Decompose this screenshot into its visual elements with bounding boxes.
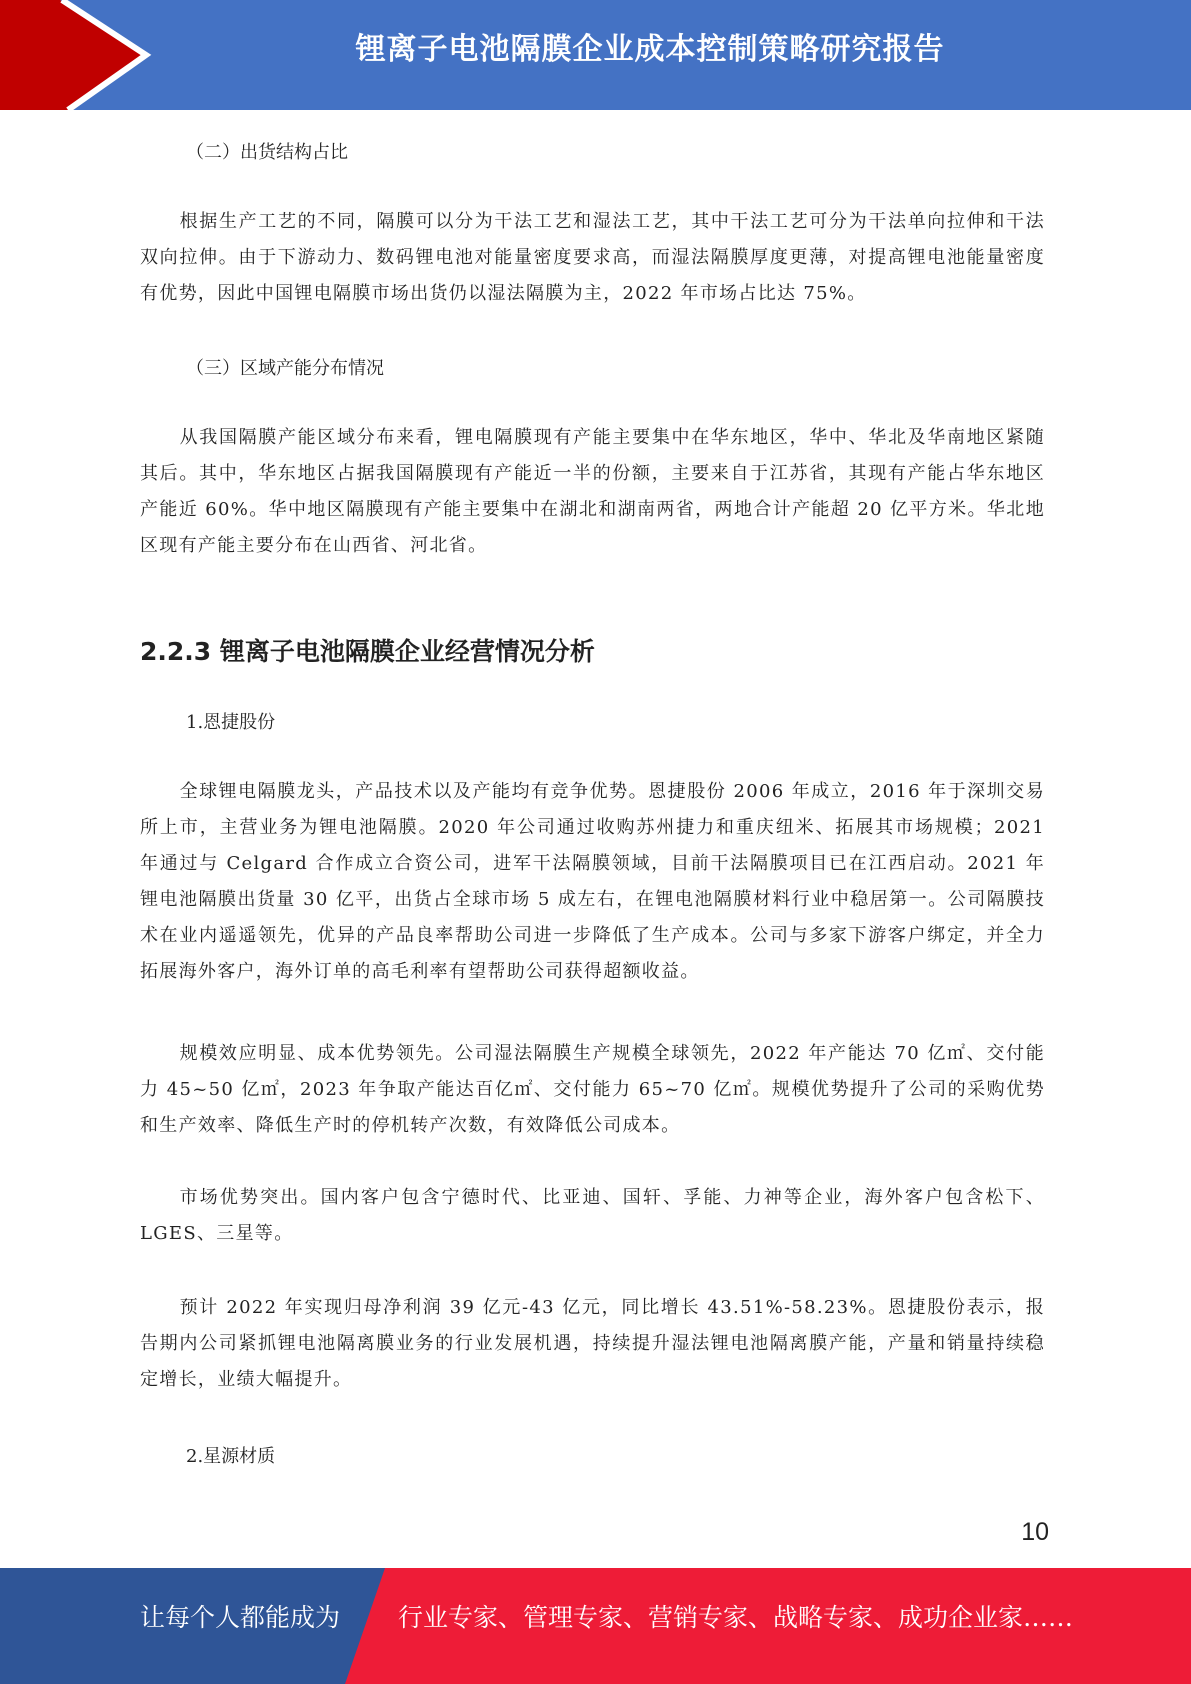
subsection-title: （二）出货结构占比 [186, 142, 348, 163]
paragraph: 全球锂电隔膜龙头，产品技术以及产能均有竞争优势。恩捷股份 2006 年成立，2016 年于深圳交易所上市，主营业务为锂电池隔膜。2020 年公司通过收购苏州捷力和重庆纽米、拓展其市场规模；2021 年通过与 Celgard 合作成立合资公司，进军干法隔膜领域，目前干法隔膜项目已在江西启动。2021 年锂电池隔膜出货量 30 亿平，出货占全球市场 5 成左右，在锂电池隔膜材料行业中稳居第一。公司隔膜技术在业内遥遥领先，优异的产品良率帮助公司进一步降低了生产成本。公司与多家下游客户绑定，并全力拓展海外客户，海外订单的高毛利率有望帮助公司获得超额收益。 [140, 781, 1045, 982]
paragraph: 市场优势突出。国内客户包含宁德时代、比亚迪、国轩、孚能、力神等企业，海外客户包含松下、LGES、三星等。 [140, 1187, 1045, 1244]
paragraph: 预计 2022 年实现归母净利润 39 亿元-43 亿元，同比增长 43.51%-58.23%。恩捷股份表示，报告期内公司紧抓锂电池隔离膜业务的行业发展机遇，持续提升湿法锂电池隔离膜产能，产量和销量持续稳定增长，业绩大幅提升。 [140, 1297, 1045, 1390]
section-heading: 2.2.3 锂离子电池隔膜企业经营情况分析 [140, 637, 595, 666]
paragraph: 从我国隔膜产能区域分布来看，锂电隔膜现有产能主要集中在华东地区，华中、华北及华南地区紧随其后。其中，华东地区占据我国隔膜现有产能近一半的份额，主要来自于江苏省，其现有产能占华东地区产能近 60%。华中地区隔膜现有产能主要集中在湖北和湖南两省，两地合计产能超 20 亿平方米。华北地区现有产能主要分布在山西省、河北省。 [140, 427, 1045, 556]
page-footer [0, 1568, 1191, 1684]
paragraph: 根据生产工艺的不同，隔膜可以分为干法工艺和湿法工艺，其中干法工艺可分为干法单向拉伸和干法双向拉伸。由于下游动力、数码锂电池对能量密度要求高，而湿法隔膜厚度更薄，对提高锂电池能量密度有优势，因此中国锂电隔膜市场出货仍以湿法隔膜为主，2022 年市场占比达 75%。 [140, 211, 1045, 304]
footer-slogan-left: 让每个人都能成为 [140, 1603, 341, 1632]
paragraph: 规模效应明显、成本优势领先。公司湿法隔膜生产规模全球领先，2022 年产能达 70 亿㎡、交付能力 45~50 亿㎡，2023 年争取产能达百亿㎡、交付能力 65~70 亿㎡。规模优势提升了公司的采购优势和生产效率、降低生产时的停机转产次数，有效降低公司成本。 [140, 1043, 1045, 1136]
page-header [0, 0, 1191, 110]
report-title: 锂离子电池隔膜企业成本控制策略研究报告 [355, 32, 945, 67]
red-chevron-decoration [0, 0, 160, 110]
footer-slogan-right: 行业专家、管理专家、营销专家、战略专家、成功企业家…… [398, 1603, 1074, 1632]
subsection-title: （三）区域产能分布情况 [186, 358, 384, 379]
page-number: 10 [1021, 1518, 1049, 1546]
company-title: 2.星源材质 [186, 1446, 276, 1467]
company-title: 1.恩捷股份 [186, 712, 276, 733]
